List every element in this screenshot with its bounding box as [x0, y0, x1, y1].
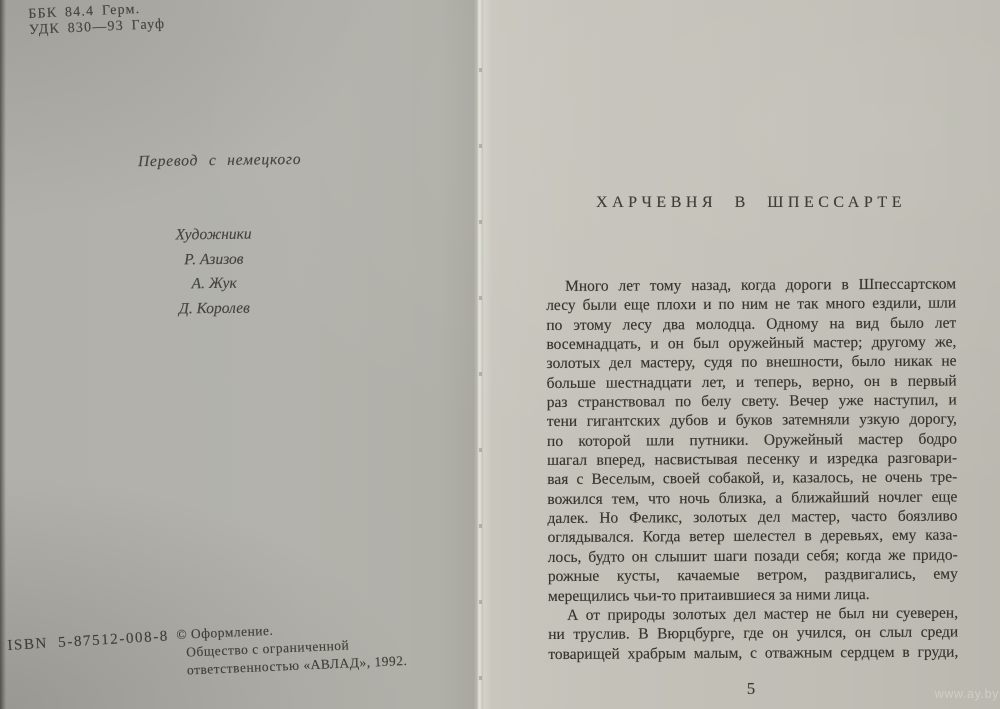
body-line: товарищей храбрым малым, с отважным сердцем в груди,	[548, 643, 959, 663]
body-text	[546, 274, 958, 663]
body-line: рожные кусты, качаемые ветром, раздвигались, ему	[547, 565, 958, 586]
body-line: вая с Веселым, своей собакой, и, казалось, не очень тре-	[547, 468, 958, 489]
artists-heading: Художники	[175, 225, 252, 244]
artist-name: Д. Королев	[178, 299, 250, 318]
translation-note: Перевод с немецкого	[137, 150, 302, 171]
body-line: больше шестнадцати лет, и теперь, верно, он в первый	[546, 372, 957, 392]
copyright-line: Общество с ограниченной	[185, 637, 350, 660]
artist-name: Р. Азизов	[184, 250, 244, 268]
body-line: раз странствовал по белу свету. Вечер уже наступил, и	[546, 391, 957, 412]
body-line: А от природы золотых дел мастер не был ни суеверен,	[567, 604, 959, 624]
chapter-title: ХАРЧЕВНЯ В ШПЕССАРТЕ	[596, 194, 906, 211]
body-line: тени гигантских дубов и буков затемняли узкую дорогу,	[546, 410, 957, 431]
body-line: ни труслив. В Вюрцбурге, где он учился, он слыл среди	[548, 623, 959, 644]
photo-left-edge	[0, 0, 6, 709]
isbn-number: ISBN 5-87512-008-8	[7, 628, 170, 654]
watermark: www.ay.by	[934, 687, 999, 701]
body-line: оглядывался. Когда ветер шелестел в деревьях, ему каза-	[547, 526, 958, 547]
body-line: по которой шли путники. Оружейный мастер бодро	[546, 430, 958, 450]
body-line: шагал вперед, насвистывая песенку и изредка разговари-	[547, 449, 958, 470]
bbk-line: ББК 84.4 Герм.	[28, 1, 141, 22]
body-line: золотых дел мастеру, судя по внешности, было никак не	[546, 352, 957, 373]
body-line: по этому лесу два молодца. Одному на вид было лет	[546, 314, 957, 334]
page-number: 5	[746, 679, 756, 698]
body-line: мерещились чьи-то притаившиеся за ними лица.	[547, 585, 870, 605]
body-line: восемнадцать, и он был оружейный мастер; другому же,	[546, 333, 957, 354]
copyright-line: ответственностью «АВЛАД», 1992.	[186, 652, 408, 678]
artist-name: А. Жук	[191, 274, 237, 293]
copyright-line: © Оформление.	[176, 622, 274, 642]
body-line: лесу были еще плохи и по ним не так много ездили, шли	[546, 294, 957, 315]
body-line: далек. Но Феликс, золотых дел мастер, часто боязливо	[547, 507, 958, 528]
body-line: Много лет тому назад, когда дороги в Шпессартском	[565, 275, 957, 295]
udk-line: УДК 830—93 Гауф	[28, 16, 166, 38]
body-line: вожился тем, что ночь близка, а ближайший ночлег еще	[547, 488, 958, 508]
body-line: лось, будто он слышит шаги позади себя; когда же придо-	[547, 546, 958, 566]
